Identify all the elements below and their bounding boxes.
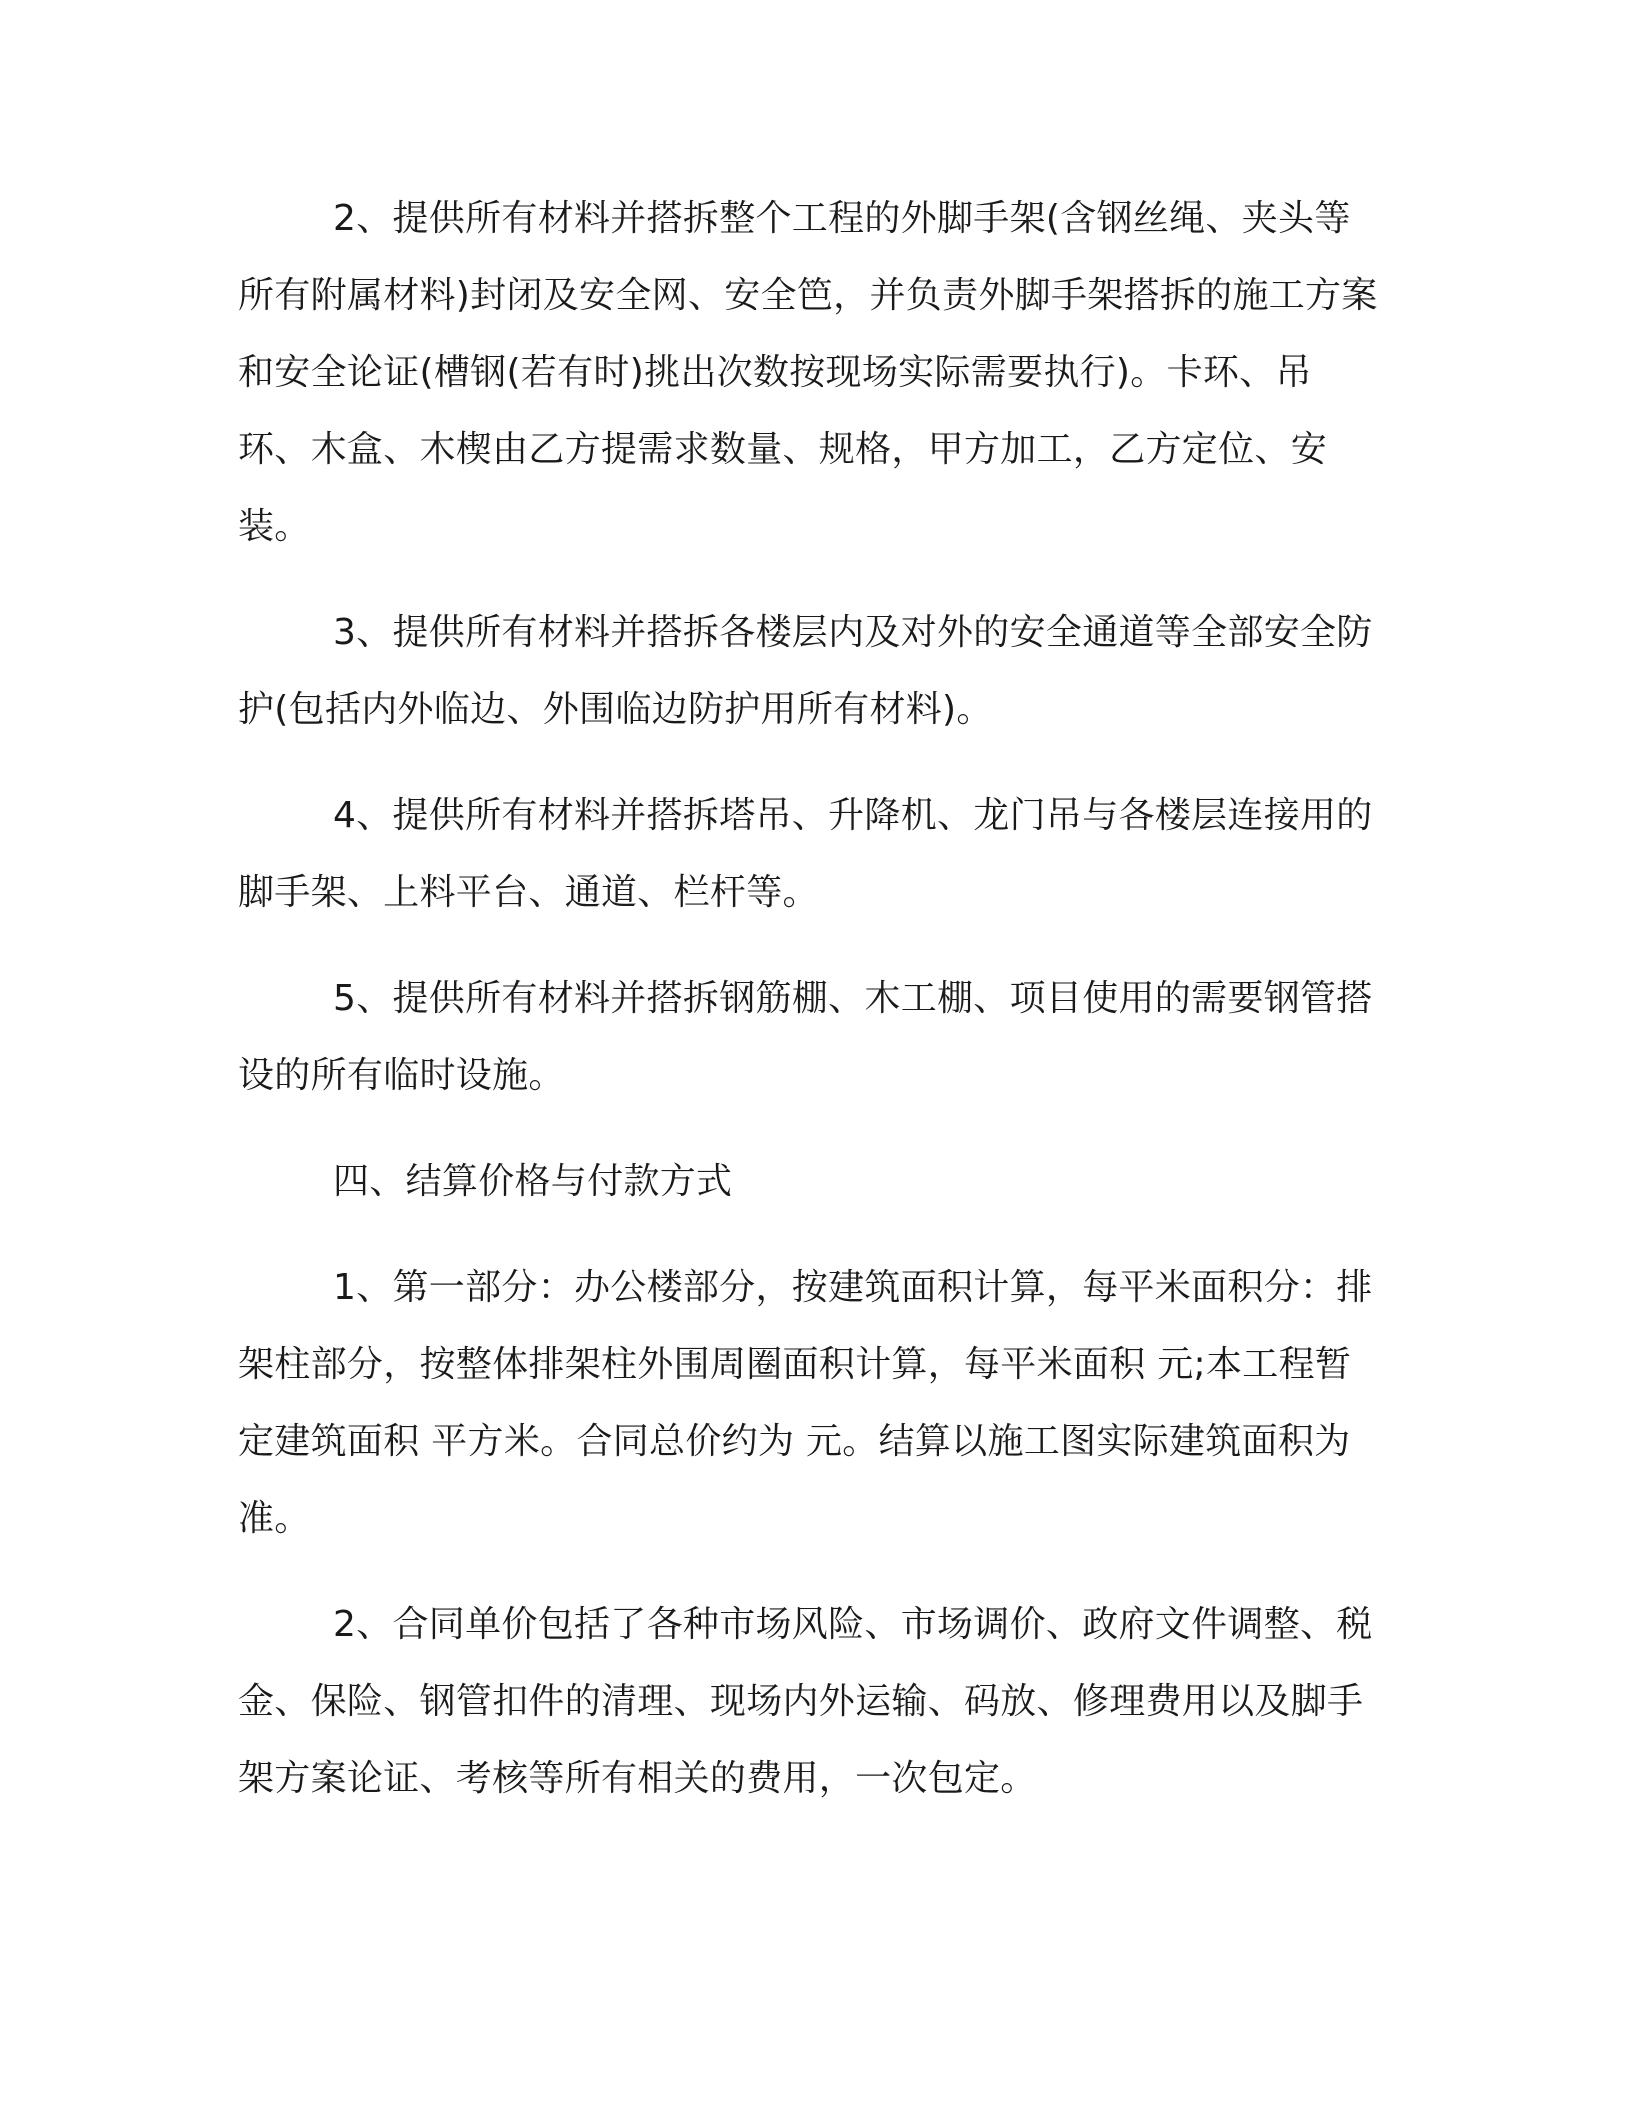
document-body <box>238 180 1383 1817</box>
paragraph-pricing-part-one: 1、第一部分：办公楼部分，按建筑面积计算，每平米面积分：排架柱部分，按整体排架柱外围周圈面积计算，每平米面积 元;本工程暂定建筑面积 平方米。合同总价约为 元。结算以施工图实际建筑面积为准。 <box>238 1267 1373 1539</box>
paragraph-crane-connection: 4、提供所有材料并搭拆塔吊、升降机、龙门吊与各楼层连接用的脚手架、上料平台、通道、栏杆等。 <box>238 795 1373 913</box>
section-heading-settlement: 四、结算价格与付款方式 <box>333 1161 733 1202</box>
paragraph-spacer <box>238 1114 1383 1143</box>
paragraph-spacer <box>238 748 1383 777</box>
paragraph-spacer <box>238 565 1383 594</box>
paragraph-safety-passage: 3、提供所有材料并搭拆各楼层内及对外的安全通道等全部安全防护(包括内外临边、外围临边防护用所有材料)。 <box>238 612 1373 730</box>
paragraph-scaffold-materials: 2、提供所有材料并搭拆整个工程的外脚手架(含钢丝绳、夹头等所有附属材料)封闭及安全网、安全笆，并负责外脚手架搭拆的施工方案和安全论证(槽钢(若有时)挑出次数按现场实际需要执行)。卡环、吊环、木盒、木楔由乙方提需求数量、规格，甲方加工，乙方定位、安装。 <box>238 198 1378 547</box>
paragraph-unit-price-terms: 2、合同单价包括了各种市场风险、市场调价、政府文件调整、税金、保险、钢管扣件的清理、现场内外运输、码放、修理费用以及脚手架方案论证、考核等所有相关的费用，一次包定。 <box>238 1604 1373 1799</box>
paragraph-temporary-facilities: 5、提供所有材料并搭拆钢筋棚、木工棚、项目使用的需要钢管搭设的所有临时设施。 <box>238 978 1373 1096</box>
paragraph-spacer <box>238 931 1383 960</box>
paragraph-spacer <box>238 1557 1383 1586</box>
paragraph-spacer <box>238 1220 1383 1249</box>
